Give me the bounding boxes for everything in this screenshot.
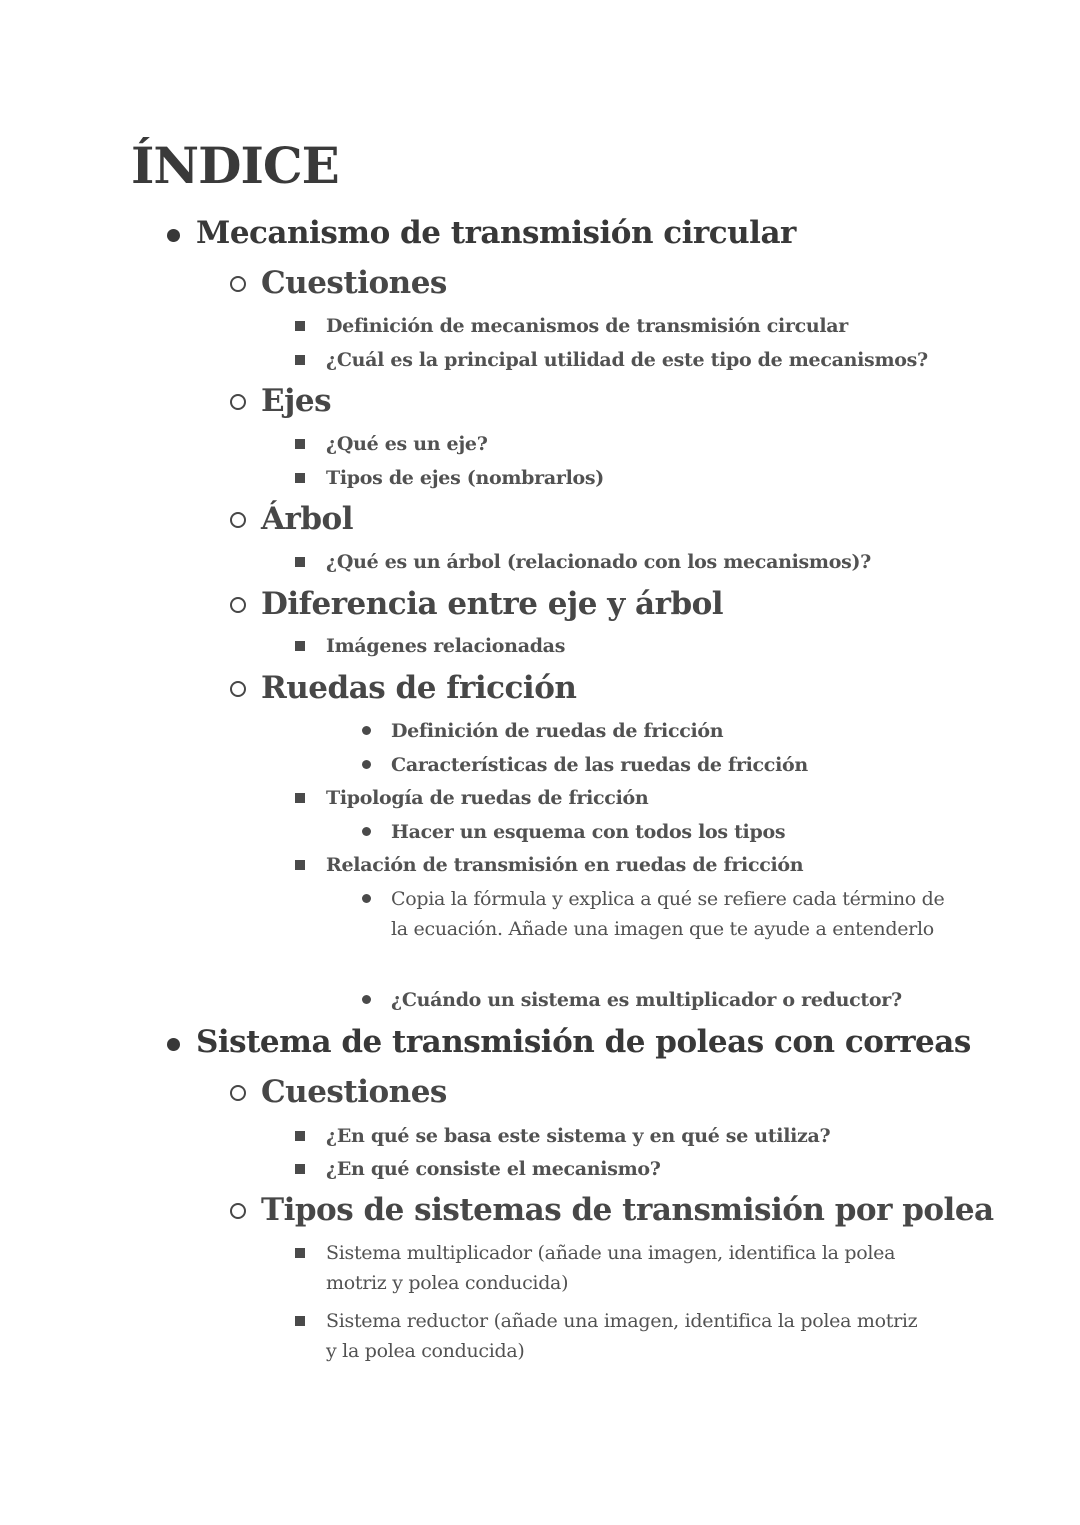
- bullet-disc-icon: [362, 894, 371, 903]
- bullet-circle-icon: [230, 1203, 246, 1219]
- bullet-disc-icon: [362, 995, 371, 1004]
- list-item: Copia la fórmula y explica a qué se refiere cada término de la ecuación. Añade una imagen que te ayude a entenderlo: [391, 888, 945, 940]
- list-item: Hacer un esquema con todos los tipos: [391, 821, 786, 843]
- bullet-square-icon: [295, 321, 305, 331]
- list-item: Sistema multiplicador (añade una imagen, identifica la polea motriz y polea conducida): [326, 1242, 896, 1294]
- bullet-square-icon: [295, 1131, 305, 1141]
- list-item: Relación de transmisión en ruedas de fricción: [326, 854, 804, 876]
- list-item: Tipología de ruedas de fricción: [326, 787, 649, 809]
- bullet-square-icon: [295, 860, 305, 870]
- list-item: ¿En qué se basa este sistema y en qué se utiliza?: [326, 1125, 831, 1147]
- bullet-square-icon: [295, 1248, 305, 1258]
- section-heading: Mecanismo de transmisión circular: [196, 215, 796, 251]
- bullet-circle-icon: [230, 394, 246, 410]
- list-item: Imágenes relacionadas: [326, 635, 566, 657]
- subsection-heading: Ruedas de fricción: [261, 670, 577, 706]
- section-heading: Sistema de transmisión de poleas con correas: [196, 1024, 971, 1060]
- bullet-circle-icon: [230, 681, 246, 697]
- list-item: ¿Cuándo un sistema es multiplicador o reductor?: [391, 989, 902, 1011]
- bullet-square-icon: [295, 473, 305, 483]
- list-item: ¿Qué es un árbol (relacionado con los mecanismos)?: [326, 551, 871, 573]
- list-item: ¿Cuál es la principal utilidad de este tipo de mecanismos?: [326, 349, 928, 371]
- bullet-square-icon: [295, 557, 305, 567]
- bullet-disc-icon: [362, 726, 371, 735]
- list-item: Características de las ruedas de fricción: [391, 754, 808, 776]
- bullet-square-icon: [295, 641, 305, 651]
- bullet-disc-icon: [167, 229, 180, 242]
- list-item: ¿En qué consiste el mecanismo?: [326, 1158, 661, 1180]
- list-item: ¿Qué es un eje?: [326, 433, 488, 455]
- page-title: ÍNDICE: [131, 136, 339, 195]
- list-item: Definición de mecanismos de transmisión circular: [326, 315, 849, 337]
- subsection-heading: Árbol: [261, 501, 354, 537]
- subsection-heading: Cuestiones: [261, 1074, 447, 1110]
- bullet-circle-icon: [230, 1085, 246, 1101]
- subsection-heading: Tipos de sistemas de transmisión por polea: [261, 1192, 994, 1228]
- subsection-heading: Cuestiones: [261, 265, 447, 301]
- bullet-circle-icon: [230, 276, 246, 292]
- list-item: Sistema reductor (añade una imagen, identifica la polea motriz y la polea conducida): [326, 1310, 918, 1362]
- bullet-square-icon: [295, 355, 305, 365]
- bullet-disc-icon: [167, 1038, 180, 1051]
- subsection-heading: Ejes: [261, 383, 332, 419]
- bullet-square-icon: [295, 1164, 305, 1174]
- list-item: Definición de ruedas de fricción: [391, 720, 724, 742]
- bullet-circle-icon: [230, 597, 246, 613]
- bullet-disc-icon: [362, 760, 371, 769]
- bullet-square-icon: [295, 1316, 305, 1326]
- list-item: Tipos de ejes (nombrarlos): [326, 467, 604, 489]
- subsection-heading: Diferencia entre eje y árbol: [261, 586, 724, 622]
- bullet-circle-icon: [230, 512, 246, 528]
- bullet-square-icon: [295, 793, 305, 803]
- bullet-square-icon: [295, 439, 305, 449]
- bullet-disc-icon: [362, 827, 371, 836]
